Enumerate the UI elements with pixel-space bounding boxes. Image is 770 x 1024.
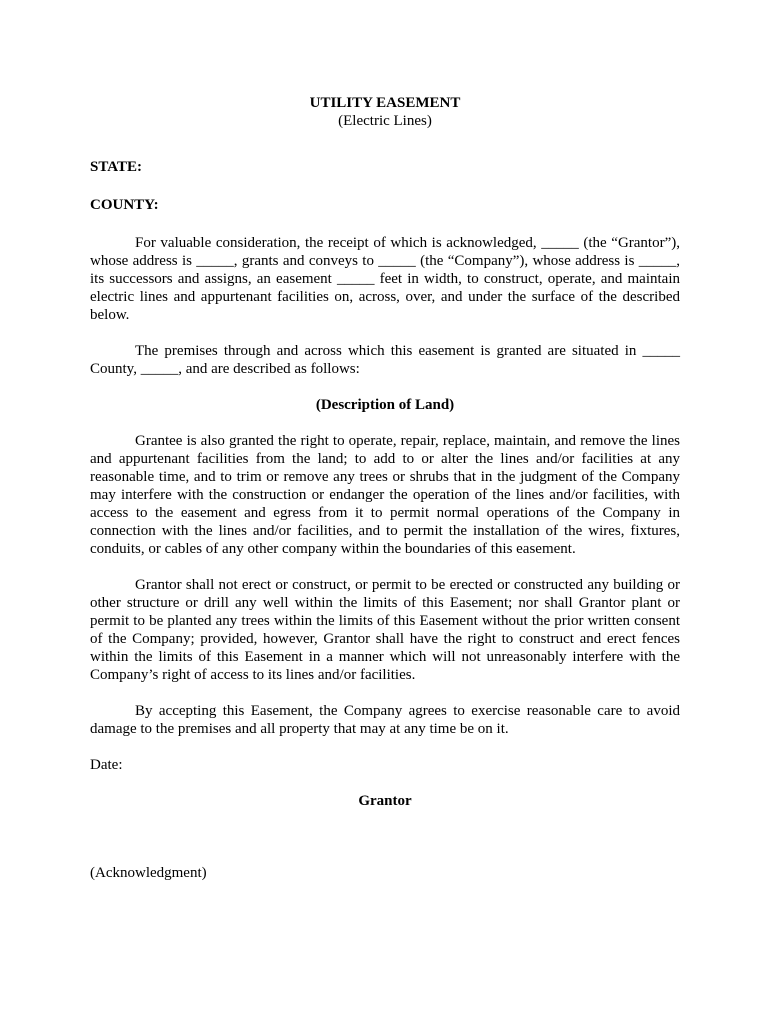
rights-paragraph: Grantee is also granted the right to operate, repair, replace, maintain, and remove the lines and appurtenant facilities from the land; to add to or alter the lines and/or facilities at any reasonable time, and to trim or remove any trees or shrubs that in the judgment of the Company may interfere with the construction or endanger the operation of the lines and/or facilities, with access to the easement and egress from it to permit normal operations of the Company in connection with the lines and/or facilities, and to permit the installation of the wires, fixtures, conduits, or cables of any other company within the boundaries of this easement. [90, 433, 680, 557]
document-page [90, 94, 680, 882]
state-label: STATE: [90, 159, 142, 175]
premises-paragraph: The premises through and across which this easement is granted are situated in _____ County, _____, and are described as follows: [90, 343, 680, 377]
document-subtitle: (Electric Lines) [338, 113, 432, 129]
date-label: Date: [90, 757, 123, 773]
document-title: UTILITY EASEMENT [309, 95, 461, 111]
county-label: COUNTY: [90, 197, 159, 213]
grantor-label: Grantor [358, 793, 412, 809]
acknowledgment-label: (Acknowledgment) [90, 865, 207, 881]
description-heading: (Description of Land) [315, 397, 455, 413]
care-paragraph: By accepting this Easement, the Company agrees to exercise reasonable care to avoid damage to the premises and all property that may at any time be on it. [90, 703, 680, 737]
grant-paragraph: For valuable consideration, the receipt of which is acknowledged, _____ (the “Grantor”), whose address is _____, grants and conveys to _____ (the “Company”), whose address is _____, its successors and assigns, an easement _____ feet in width, to construct, operate, and maintain electric lines and appurtenant facilities on, across, over, and under the surface of the described below. [90, 235, 680, 323]
restrictions-paragraph: Grantor shall not erect or construct, or permit to be erected or constructed any building or other structure or drill any well within the limits of this Easement; nor shall Grantor plant or permit to be planted any trees within the limits of this Easement without the prior written consent of the Company; provided, however, Grantor shall have the right to construct and erect fences within the limits of this Easement in a manner which will not unreasonably interfere with the Company’s right of access to its lines and/or facilities. [90, 577, 680, 683]
